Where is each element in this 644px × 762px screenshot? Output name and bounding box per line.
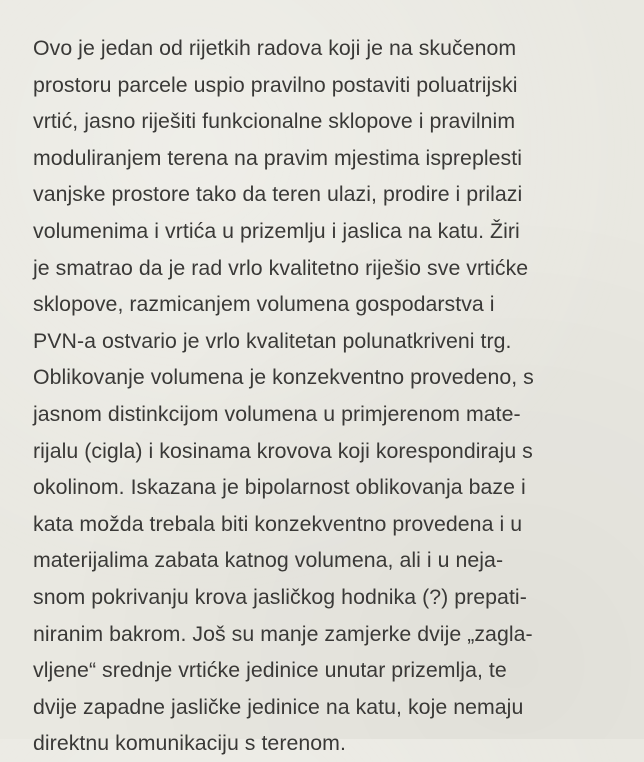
- paragraph-line-12: rijalu (cigla) i kosinama krovova koji korespondiraju s: [33, 438, 533, 463]
- paragraph-line-6: volumenima i vrtića u prizemlju i jaslica na katu. Žiri: [33, 218, 520, 243]
- paragraph-line-1: Ovo je jedan od rijetkih radova koji je na skučenom: [33, 36, 517, 60]
- paragraph-line-8: sklopove, razmicanjem volumena gospodarstva i: [33, 292, 495, 317]
- paragraph-line-3: vrtić, jasno riješiti funkcionalne sklopove i pravilnim: [33, 109, 516, 134]
- body-paragraph: [33, 30, 633, 762]
- paragraph-line-5: vanjske prostore tako da teren ulazi, prodire i prilazi: [33, 182, 523, 207]
- paragraph-line-19: dvije zapadne jasličke jedinice na katu, koje nemaju: [33, 694, 524, 719]
- paragraph-line-13: okolinom. Iskazana je bipolarnost oblikovanja baze i: [33, 475, 526, 500]
- paragraph-line-10: Oblikovanje volumena je konzekventno provedeno, s: [33, 365, 534, 390]
- paragraph-line-14: kata možda trebala biti konzekventno provedena i u: [33, 511, 523, 536]
- paragraph-line-16: snom pokrivanju krova jasličkog hodnika (?) prepati-: [33, 584, 527, 609]
- paragraph-line-15: materijalima zabata katnog volumena, ali i u neja-: [33, 548, 504, 573]
- paragraph-line-17: niranim bakrom. Još su manje zamjerke dvije „zagla-: [33, 621, 533, 646]
- paragraph-line-4: moduliranjem terena na pravim mjestima ispreplesti: [33, 145, 522, 170]
- paragraph-line-11: jasnom distinkcijom volumena u primjerenom mate-: [33, 401, 521, 426]
- paragraph-line-9: PVN-a ostvario je vrlo kvalitetan polunatkriveni trg.: [33, 328, 512, 353]
- paragraph-line-20: direktnu komunikaciju s terenom.: [33, 731, 346, 756]
- paragraph-line-2: prostoru parcele uspio pravilno postaviti poluatrijski: [33, 72, 518, 97]
- paragraph-line-18: vljene“ srednje vrtićke jedinice unutar prizemlja, te: [33, 658, 507, 683]
- paragraph-line-7: je smatrao da je rad vrlo kvalitetno riješio sve vrtićke: [33, 255, 529, 280]
